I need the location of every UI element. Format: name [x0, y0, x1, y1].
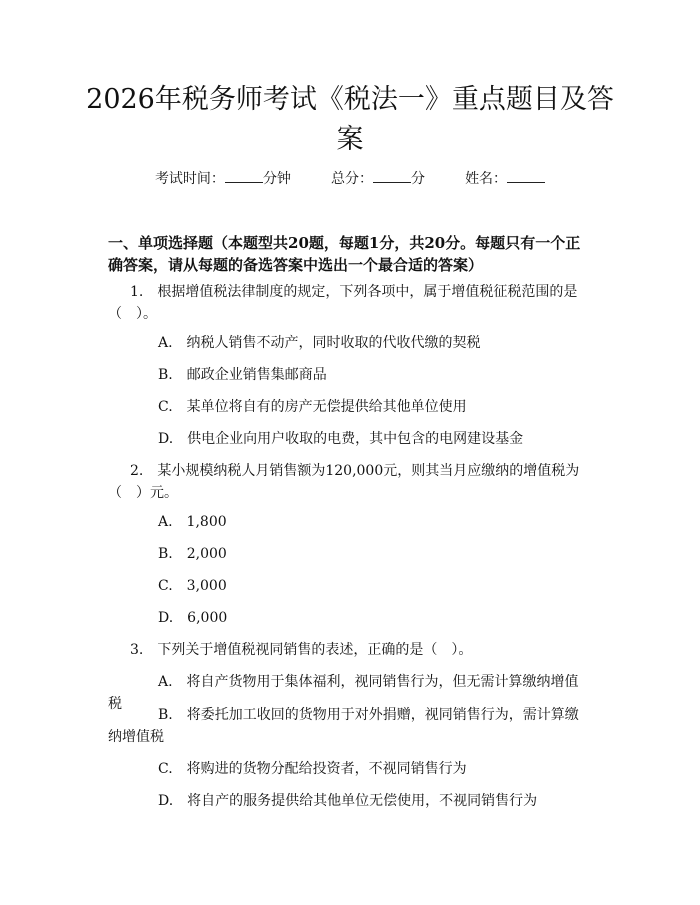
question-3-option-d: D. 将自产的服务提供给其他单位无偿使用，不视同销售行为 [158, 793, 538, 809]
question-1-option-c: C. 某单位将自有的房产无偿提供给其他单位使用 [158, 399, 467, 415]
exam-meta-line [0, 168, 700, 188]
question-1-option-b: B. 邮政企业销售集邮商品 [158, 367, 327, 383]
question-1-option-d: D. 供电企业向用户收取的电费，其中包含的电网建设基金 [158, 431, 524, 447]
question-3-option-a: A. 将自产货物用于集体福利，视同销售行为，但无需计算缴纳增值税 [108, 674, 579, 712]
question-3-option-c: C. 将购进的货物分配给投资者，不视同销售行为 [158, 761, 467, 777]
question-2-option-d: D. 6,000 [158, 610, 228, 626]
time-unit: 分钟 [262, 171, 291, 187]
section-heading: 一、单项选择题（本题型共20题，每题1分，共20分。每题只有一个正确答案，请从每题的备选答案中选出一个最合适的答案） [108, 234, 581, 274]
time-blank [225, 170, 263, 183]
question-2-stem: 2. 某小规模纳税人月销售额为120,000元，则其当月应缴纳的增值税为（ ）元。 [108, 463, 580, 501]
name-blank [507, 170, 545, 183]
question-1-option-a: A. 纳税人销售不动产，同时收取的代收代缴的契税 [158, 335, 481, 351]
question-3-option-b: B. 将委托加工收回的货物用于对外捐赠，视同销售行为，需计算缴纳增值税 [108, 707, 579, 745]
score-unit: 分 [411, 171, 425, 187]
page-title: 2026年税务师考试《税法一》重点题目及答案 [86, 84, 614, 155]
question-2-option-a: A. 1,800 [158, 514, 227, 530]
name-label: 姓名： [465, 171, 508, 187]
time-label: 考试时间： [154, 171, 225, 187]
question-1-stem: 1. 根据增值税法律制度的规定，下列各项中，属于增值税征税范围的是（ ）。 [108, 284, 578, 322]
score-label: 总分： [331, 171, 373, 187]
question-3-stem: 3. 下列关于增值税视同销售的表述，正确的是（ ）。 [130, 642, 473, 658]
question-2-option-c: C. 3,000 [158, 578, 227, 594]
question-2-option-b: B. 2,000 [158, 546, 227, 562]
score-blank [373, 170, 411, 183]
